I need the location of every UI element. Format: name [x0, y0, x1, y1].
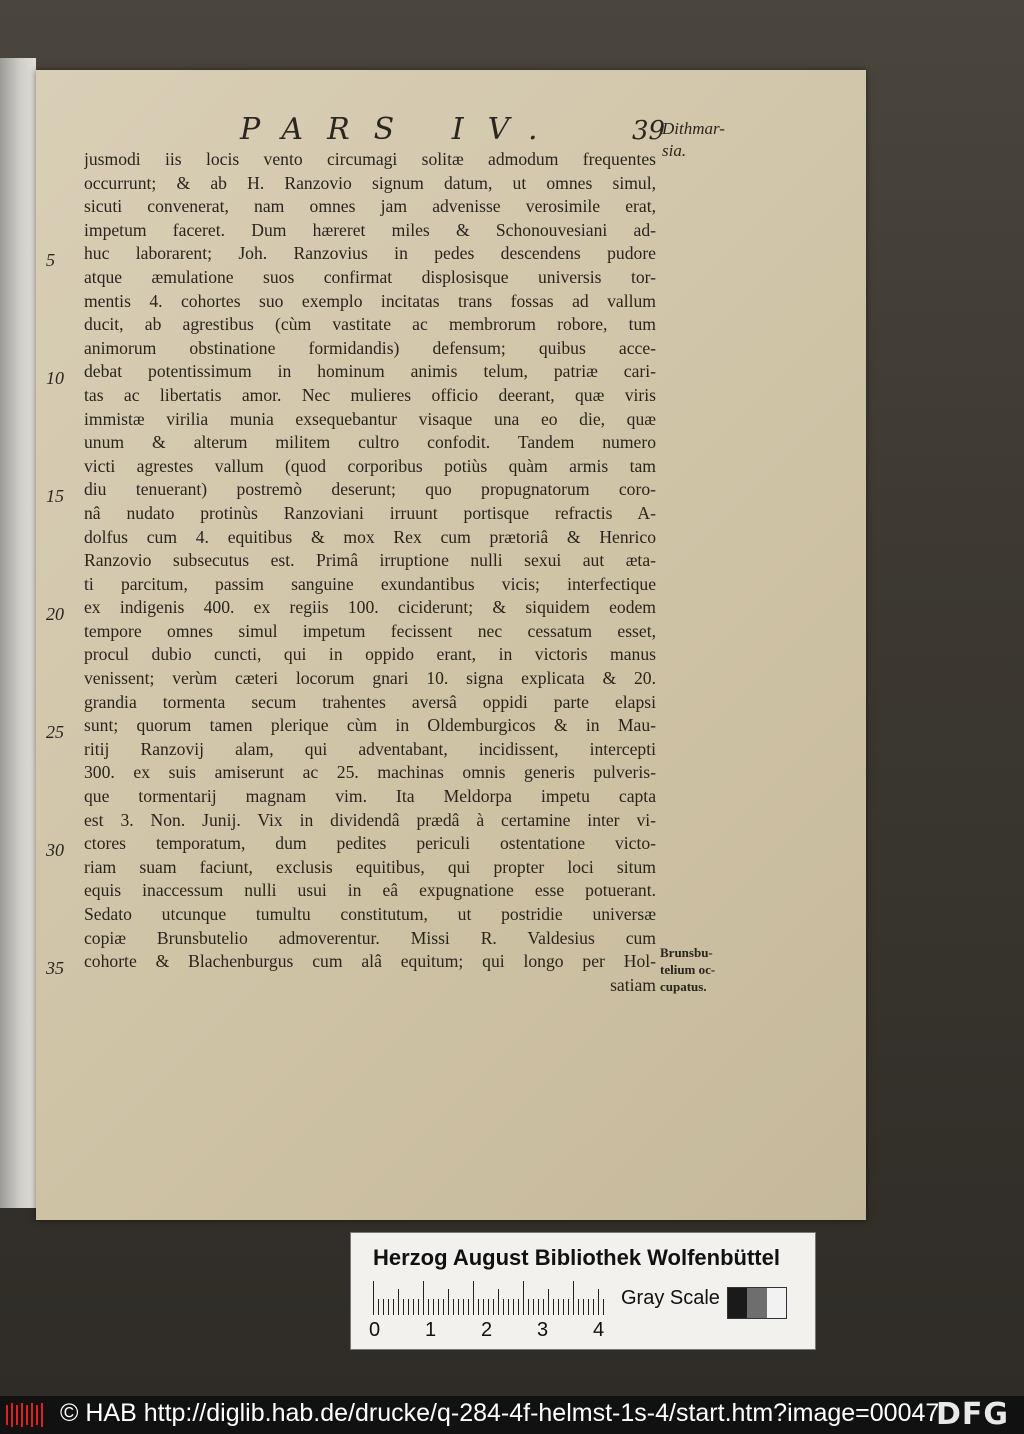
text-line: sunt; quorum tamen plerique cùm in Oldemburgicos & in Mau-	[84, 715, 656, 736]
text-line: unum & alterum militem cultro confodit. Tandem numero	[84, 432, 656, 453]
text-line: impetum faceret. Dum hæreret miles & Schonouvesiani ad-	[84, 219, 656, 240]
gray-swatch	[767, 1288, 786, 1318]
text-line: victi agrestes vallum (quod corporibus potiùs quàm armis tam	[84, 455, 656, 476]
text-line: tas ac libertatis amor. Nec mulieres officio deerant, quæ viris	[84, 384, 656, 405]
ruler-tick	[518, 1299, 519, 1315]
ruler-tick	[533, 1299, 534, 1315]
ruler-tick	[403, 1299, 404, 1315]
text-line: cohorte & Blachenburgus cum alâ equitum; qui longo per Hol-	[84, 951, 656, 972]
ruler-tick	[508, 1299, 509, 1315]
ruler-tick	[373, 1281, 374, 1315]
ruler-tick	[578, 1299, 579, 1315]
line-number: 10	[46, 368, 64, 388]
ruler-tick	[378, 1299, 379, 1315]
scale-number: 1	[425, 1319, 437, 1341]
text-line: tempore omnes simul impetum fecissent nec cessatum esset,	[84, 620, 656, 641]
text-line: animorum obstinatione formidandis) defensum; quibus acce-	[84, 337, 656, 358]
ruler-tick	[523, 1281, 524, 1315]
text-line: occurrunt; & ab H. Ranzovio signum datum, ut omnes simul,	[84, 172, 656, 193]
line-number: 30	[46, 840, 64, 860]
scale-ruler	[369, 1281, 613, 1343]
gray-scale-swatches	[727, 1287, 787, 1319]
scale-number: 0	[369, 1319, 381, 1341]
ruler-tick	[448, 1289, 449, 1315]
ruler-tick	[408, 1299, 409, 1315]
ruler-tick	[453, 1299, 454, 1315]
text-line: atque æmulatione suos confirmat displosisque universis tor-	[84, 266, 656, 287]
text-line: Sedato utcunque tumultu constitutum, ut postridie universæ	[84, 904, 656, 924]
ruler-tick	[513, 1299, 514, 1315]
gray-swatch	[728, 1288, 747, 1318]
ruler-tick	[468, 1299, 469, 1315]
ruler-tick	[443, 1299, 444, 1315]
ruler-tick	[398, 1289, 399, 1315]
text-line: ducit, ab agrestibus (cùm vastitate ac membrorum robore, tum	[84, 314, 656, 335]
ruler-tick	[473, 1281, 474, 1315]
line-number: 25	[46, 722, 64, 742]
ruler-tick	[593, 1299, 594, 1315]
text-line: Ranzovio subsecutus est. Primâ irruptione nulli sexui aut æta-	[84, 550, 656, 571]
text-line: 300. ex suis amiserunt ac 25. machinas omnis generis pulveris-	[84, 762, 656, 783]
ruler-tick	[573, 1281, 574, 1315]
library-name: Herzog August Bibliothek Wolfenbüttel	[373, 1245, 780, 1270]
text-line: ritij Ranzovij alam, qui adventabant, incidissent, intercepti	[84, 738, 656, 759]
text-line: sicuti convenerat, nam omnes jam advenisse verosimile erat,	[84, 196, 656, 217]
line-number: 5	[46, 250, 55, 270]
line-number: 15	[46, 486, 64, 506]
grayscale-label: Gray Scale	[621, 1287, 720, 1309]
gray-swatch	[747, 1288, 766, 1318]
text-line: jusmodi iis locis vento circumagi solitæ admodum frequentes	[84, 149, 656, 169]
ruler-tick	[558, 1299, 559, 1315]
text-line: riam suam faciunt, exclusis equitibus, qui propter loci situm	[84, 856, 656, 877]
text-line: diu tenuerant) postremò deserunt; quo propugnatorum coro-	[84, 479, 656, 500]
copyright-url[interactable]: © HAB http://diglib.hab.de/drucke/q-284-4f-helmst-1s-4/start.htm?image=00047	[60, 1399, 940, 1427]
ruler-tick	[493, 1299, 494, 1315]
ruler-tick	[478, 1299, 479, 1315]
ruler-tick	[458, 1299, 459, 1315]
text-line: nâ nudato protinùs Ranzoviani irruunt portisque refractis A-	[84, 502, 656, 523]
ruler-tick	[423, 1281, 424, 1315]
ruler-tick	[598, 1289, 599, 1315]
text-line: equis inaccessum nulli usui in eâ expugnatione esse potuerant.	[84, 880, 656, 901]
ruler-tick	[548, 1289, 549, 1315]
ruler-tick	[433, 1299, 434, 1315]
text-line: copiæ Brunsbutelio admoverentur. Missi R. Valdesius cum	[84, 927, 656, 948]
page-number: 39	[632, 116, 666, 146]
line-number: 35	[46, 958, 64, 978]
scale-number: 4	[593, 1319, 605, 1341]
hab-logo-icon	[4, 1401, 46, 1429]
line-number: 20	[46, 604, 64, 624]
scale-number: 3	[537, 1319, 549, 1341]
ruler-tick	[528, 1299, 529, 1315]
ruler-tick	[393, 1299, 394, 1315]
running-head: PARS IV.	[240, 112, 562, 147]
body-text	[84, 148, 656, 997]
ruler-tick	[543, 1299, 544, 1315]
text-line: debat potentissimum in hominum animis telum, patriæ cari-	[84, 361, 656, 382]
facing-page-edge	[0, 58, 36, 1208]
ruler-ticks	[373, 1281, 613, 1315]
text-line: mentis 4. cohortes suo exemplo incitatas trans fossas ad vallum	[84, 290, 656, 311]
text-line: immistæ virilia munia exsequebantur visaque una eo die, quæ	[84, 408, 656, 429]
ruler-tick	[583, 1299, 584, 1315]
ruler-tick	[413, 1299, 414, 1315]
text-line: huc laborarent; Joh. Ranzovius in pedes descendens pudore	[84, 243, 656, 264]
ruler-tick	[483, 1299, 484, 1315]
text-line: grandia tormenta secum trahentes aversâ oppidi parte elapsi	[84, 691, 656, 712]
ruler-tick	[568, 1299, 569, 1315]
text-line: est 3. Non. Junij. Vix in dividendâ prædâ à certamine inter vi-	[84, 809, 656, 830]
catchword: satiam	[610, 974, 656, 995]
text-line: ctores temporatum, dum pedites periculi ostentatione victo-	[84, 833, 656, 854]
scale-number: 2	[481, 1319, 493, 1341]
text-line: dolfus cum 4. equitibus & mox Rex cum prætoriâ & Henrico	[84, 526, 656, 547]
text-line: ti parcitum, passim sanguine exundantibus vicis; interfectique	[84, 573, 656, 594]
text-line: procul dubio cuncti, qui in oppido erant, in victoris manus	[84, 644, 656, 665]
ruler-tick	[503, 1299, 504, 1315]
marginal-note-brunsbutelium: Brunsbu- telium oc- cupatus.	[660, 945, 716, 994]
ruler-tick	[463, 1299, 464, 1315]
ruler-tick	[603, 1299, 604, 1315]
text-line: venissent; verùm cæteri locorum gnari 10. signa explicata & 20.	[84, 668, 656, 689]
viewer-status-bar	[0, 1396, 1024, 1434]
ruler-tick	[588, 1299, 589, 1315]
marginal-note-dithmarsia: Dithmar- sia.	[662, 119, 725, 160]
ruler-tick	[418, 1299, 419, 1315]
ruler-tick	[488, 1299, 489, 1315]
ruler-tick	[498, 1289, 499, 1315]
text-line: ex indigenis 400. ex regiis 100. ciciderunt; & siquidem eodem	[84, 597, 656, 618]
library-color-card	[350, 1232, 816, 1350]
ruler-tick	[438, 1299, 439, 1315]
ruler-tick	[383, 1299, 384, 1315]
ruler-tick	[553, 1299, 554, 1315]
dfg-logo: DFG	[936, 1397, 1010, 1432]
ruler-tick	[388, 1299, 389, 1315]
ruler-tick	[563, 1299, 564, 1315]
text-line: que tormentarij magnam vim. Ita Meldorpa impetu capta	[84, 786, 656, 807]
page-header	[240, 112, 666, 152]
ruler-tick	[538, 1299, 539, 1315]
ruler-tick	[428, 1299, 429, 1315]
